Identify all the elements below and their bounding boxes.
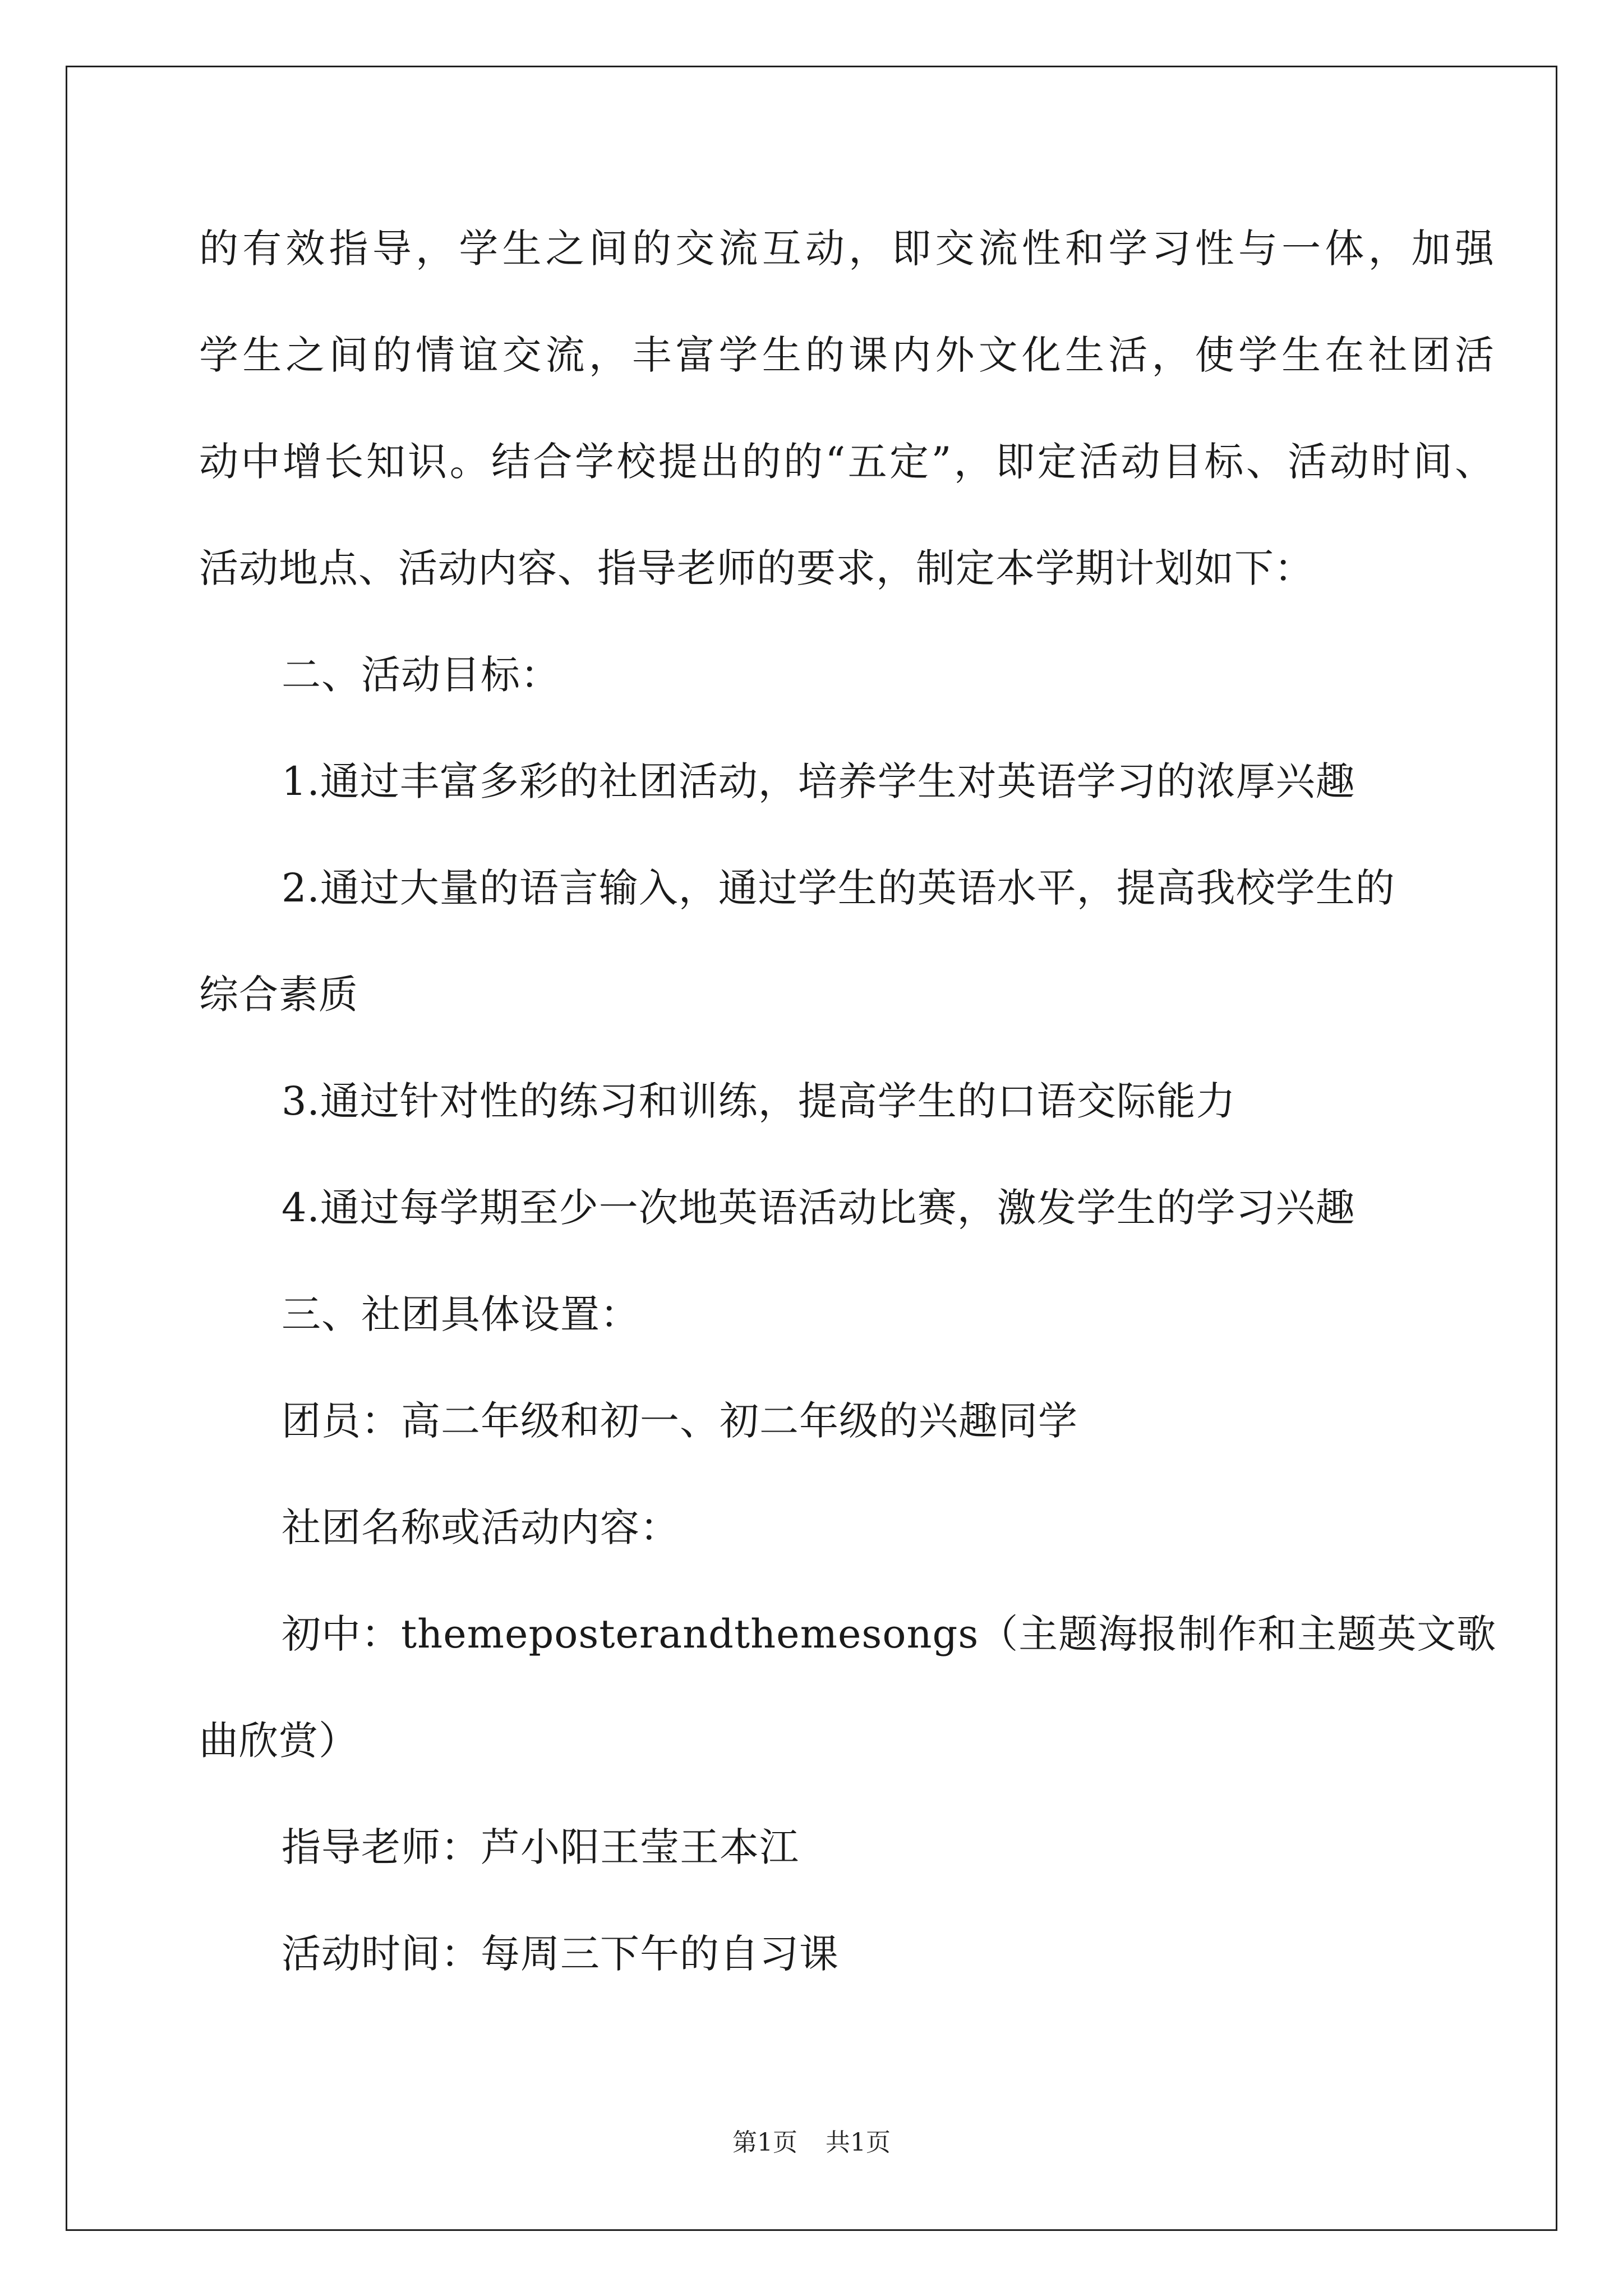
members-line: 团员：高二年级和初一、初二年级的兴趣同学 [282,1398,1078,1444]
goal-item-2: 2.通过大量的语言输入，通过学生的英语水平，提高我校学生的 [282,865,1395,911]
goal-item-2-continued: 综合素质 [199,972,358,1018]
paragraph-line-3: 动中增长知识。结合学校提出的的“五定”，即定活动目标、活动时间、 [199,439,1495,485]
activity-time-line: 活动时间：每周三下午的自习课 [282,1931,839,1977]
paragraph-line-2: 学生之间的情谊交流，丰富学生的课内外文化生活，使学生在社团活 [199,332,1495,378]
current-page-label: 第1页 [732,2128,797,2157]
section-heading-goals: 二、活动目标： [282,652,560,698]
paragraph-line-1: 的有效指导，学生之间的交流互动，即交流性和学习性与一体，加强 [199,226,1495,272]
junior-activity-continued: 曲欣赏） [199,1718,358,1764]
goal-item-4: 4.通过每学期至少一次地英语活动比赛，激发学生的学习兴趣 [282,1185,1355,1231]
total-pages-label: 共1页 [826,2128,891,2157]
junior-activity-line: 初中：themeposterandthemesongs（主题海报制作和主题英文歌 [282,1611,1497,1657]
page-footer [0,2126,1623,2160]
club-name-label: 社团名称或活动内容： [282,1504,680,1550]
goal-item-1: 1.通过丰富多彩的社团活动，培养学生对英语学习的浓厚兴趣 [282,758,1355,804]
goal-item-3: 3.通过针对性的练习和训练，提高学生的口语交际能力 [282,1078,1236,1124]
paragraph-line-4: 活动地点、活动内容、指导老师的要求，制定本学期计划如下： [199,545,1314,591]
page-border [66,66,1557,2231]
advisors-line: 指导老师：芦小阳王莹王本江 [282,1824,799,1870]
section-heading-setup: 三、社团具体设置： [282,1291,640,1337]
